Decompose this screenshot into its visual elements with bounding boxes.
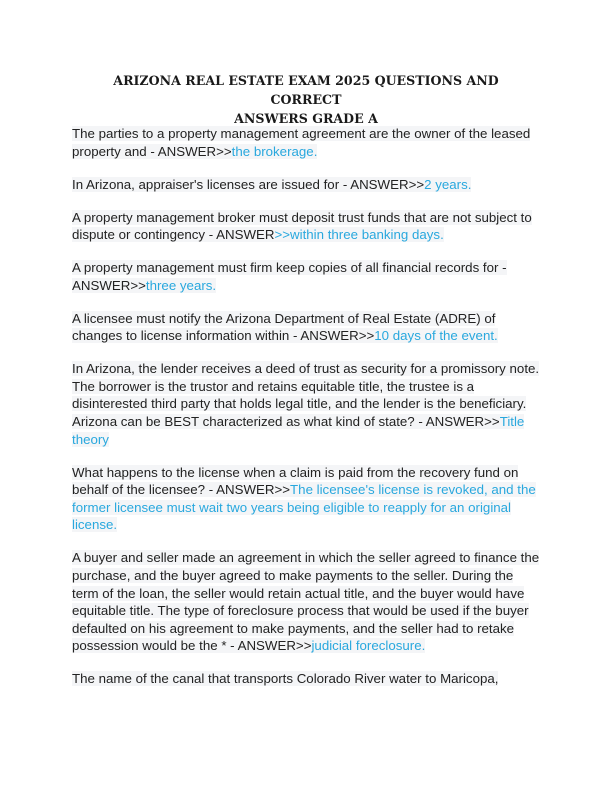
answer-text: 2 years. — [424, 176, 472, 192]
qa-item-9 — [72, 670, 542, 688]
answer-text: three years. — [145, 277, 217, 293]
question-text: A buyer and seller made an agreement in which the seller agreed to finance the purchase, and the buyer agreed to make payments to the seller. During the term of the loan, the seller would retain actual title, and the buyer would have equitable title. The type of foreclosure process that would be used if the buyer defaulted on his agreement to make payments, and the seller had to retake possession would be the * - ANSWER>> — [72, 550, 540, 654]
title-line-2: ANSWERS GRADE A — [234, 111, 378, 126]
document-title — [80, 71, 532, 128]
answer-text: The licensee's license is revoked, and the former licensee must wait two years being eligible to reapply for an original license. — [72, 482, 536, 533]
answer-text: 10 days of the event. — [374, 328, 498, 344]
question-text: What happens to the license when a claim is paid from the recovery fund on behalf of the licensee? - ANSWER>> — [72, 464, 519, 498]
question-text: A property management broker must deposit trust funds that are not subject to dispute or contingency - ANSWER — [72, 209, 532, 243]
qa-item-3 — [72, 209, 542, 244]
qa-item-6 — [72, 360, 542, 448]
answer-text: Title theory — [72, 414, 525, 447]
question-text: In Arizona, appraiser's licenses are issued for - ANSWER>> — [72, 176, 425, 192]
question-text: A licensee must notify the Arizona Department of Real Estate (ADRE) of changes to license information within - ANSWER>> — [72, 310, 496, 344]
answer-text: judicial foreclosure. — [311, 638, 426, 654]
qa-item-5 — [72, 310, 542, 345]
question-text: The name of the canal that transports Colorado River water to Maricopa, — [72, 671, 499, 687]
qa-item-8 — [72, 549, 542, 655]
qa-item-1 — [72, 125, 542, 160]
answer-text: the brokerage. — [231, 143, 318, 159]
question-text: A property management must firm keep copies of all financial records for - ANSWER>> — [72, 260, 507, 293]
qa-list — [72, 125, 542, 703]
question-text: In Arizona, the lender receives a deed of trust as security for a promissory note. The borrower is the trustor and retains equitable title, the trustee is a disinterested third party that holds legal title, and the lender is the beneficiary. Arizona can be BEST characterized as what kind of state? - ANSWER>> — [72, 361, 540, 430]
title-line-1: ARIZONA REAL ESTATE EXAM 2025 QUESTIONS AND CORRECT — [113, 73, 499, 107]
question-text: The parties to a property management agreement are the owner of the leased property and - ANSWER>> — [72, 126, 531, 159]
answer-text: >>within three banking days. — [274, 227, 444, 243]
qa-item-2 — [72, 176, 542, 194]
qa-item-4 — [72, 259, 542, 294]
qa-item-7 — [72, 464, 542, 534]
